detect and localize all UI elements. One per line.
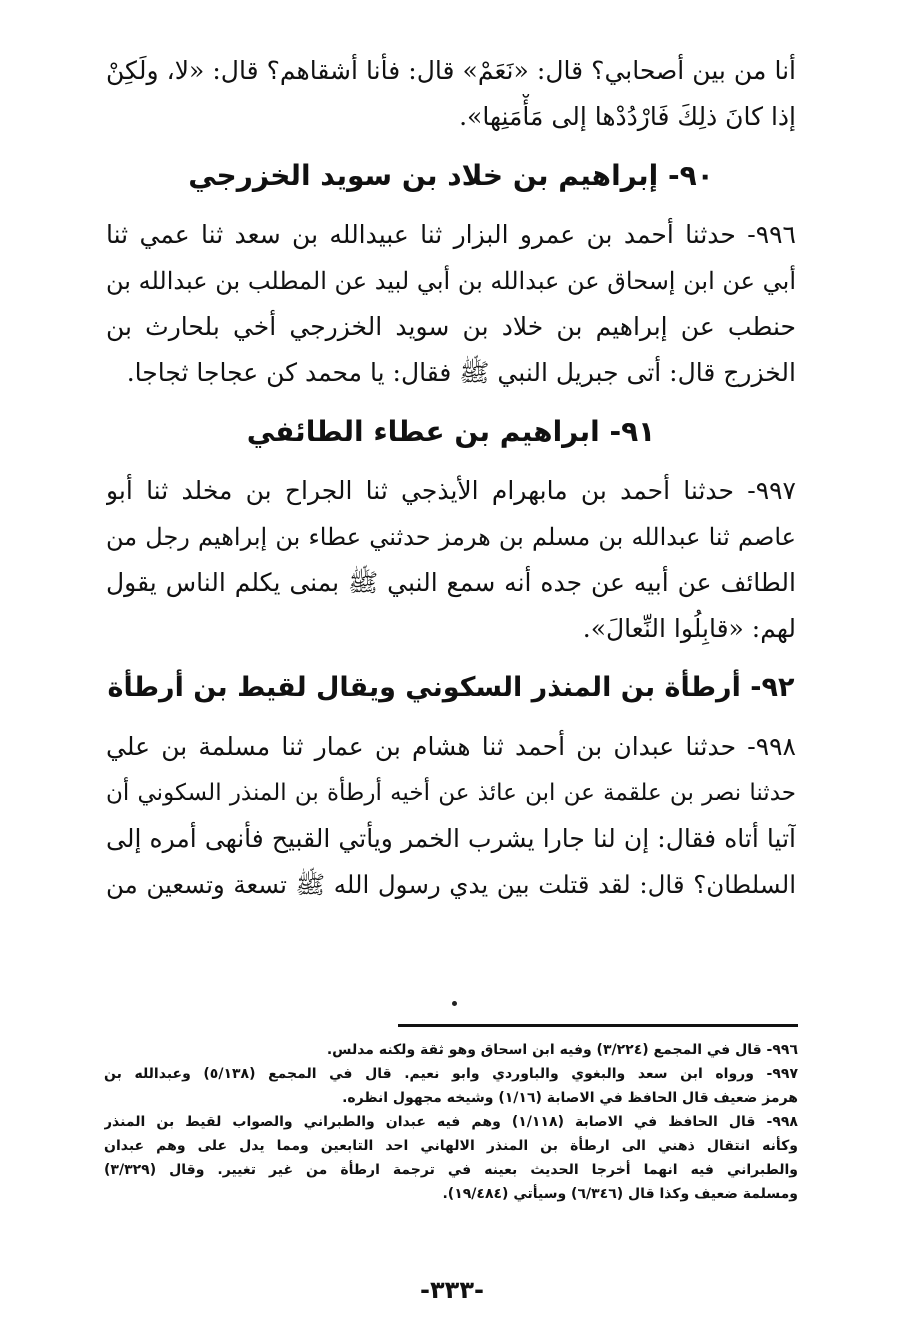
section-heading: ٩٠- إبراهيم بن خلاد بن سويد الخزرجي (188, 159, 714, 192)
main-text (106, 48, 796, 908)
text-line: آتيا أتاه فقال: إن لنا جارا يشرب الخمر ويأتي القبيح فأنهى أمره إلى (106, 824, 796, 853)
text-line: حدثنا نصر بن علقمة عن ابن عائذ عن أخيه أرطأة بن المنذر السكوني أن (106, 780, 796, 806)
text-line: ٩٩٦- حدثنا أحمد بن عمرو البزار ثنا عبيدالله بن سعد ثنا عمي ثنا (106, 220, 796, 249)
footnote-separator (398, 1024, 798, 1027)
text-line: الطائف عن أبيه عن جده أنه سمع النبي ﷺ بمنى يكلم الناس يقول (106, 568, 796, 597)
footnote-line: ٩٩٨- قال الحافظ في الاصابة (١/١١٨) وهم فيه عبدان والطبراني والصواب لقيط بن المنذر (104, 1114, 798, 1130)
text-line: الخزرج قال: أتى جبريل النبي ﷺ فقال: يا محمد كن عجاجا ثجاجا. (126, 358, 796, 387)
text-line: أنا من بين أصحابي؟ قال: «نَعَمْ» قال: فأنا أشقاهم؟ قال: «لا، ولَكِنْ (106, 56, 796, 85)
page-number: -٣٣٣- (420, 1276, 484, 1304)
section-heading: ٩١- ابراهيم بن عطاء الطائفي (246, 415, 656, 448)
text-line: عاصم ثنا عبدالله بن مسلم بن هرمز حدثني عطاء بن إبراهيم رجل من (106, 523, 796, 551)
text-line: حنطب عن إبراهيم بن خلاد بن سويد الخزرجي أخي بلحارث بن (106, 312, 796, 341)
footnote-line: وكأنه انتقال ذهني الى ارطأة بن المنذر الالهاني احد التابعين ومما يدل على وهم عبدان (104, 1138, 798, 1154)
footnotes (104, 1038, 798, 1206)
text-line: أبي عن ابن إسحاق عن عبدالله بن أبي لبيد عن المطلب بن عبدالله بن (106, 267, 796, 295)
text-line: السلطان؟ قال: لقد قتلت بين يدي رسول الله ﷺ تسعة وتسعين من (106, 870, 796, 899)
text-line: ٩٩٨- حدثنا عبدان بن أحمد ثنا هشام بن عمار ثنا مسلمة بن علي (106, 732, 796, 761)
text-line: إذا كانَ ذلِكَ فَارْدُدْها إلى مَأْمَنِها». (459, 102, 796, 131)
footnote-line: والطبراني فيه انهما أخرجا الحديث بعينه في ترجمة ارطأة من غير تغيير. وقال (٣/٣٢٩) (104, 1162, 798, 1178)
dot-mark (452, 1001, 457, 1006)
footnote-line: هرمز ضعيف قال الحافظ في الاصابة (١/١٦) وشيخه مجهول انظره. (342, 1090, 798, 1106)
footnote-line: ٩٩٦- قال في المجمع (٣/٢٢٤) وفيه ابن اسحاق وهو ثقة ولكنه مدلس. (326, 1042, 798, 1058)
footnote-line: ٩٩٧- ورواه ابن سعد والبغوي والباوردي وابو نعيم. قال في المجمع (٥/١٣٨) وعبدالله بن (104, 1066, 798, 1082)
footnote-line: ومسلمة ضعيف وكذا قال (٦/٣٤٦) وسيأتي (١٩/٤٨٤). (442, 1186, 798, 1202)
section-heading: ٩٢- أرطأة بن المنذر السكوني ويقال لقيط بن أرطأة (107, 672, 795, 703)
text-line: لهم: «قابِلُوا النِّعالَ». (582, 614, 796, 643)
text-line: ٩٩٧- حدثنا أحمد بن مابهرام الأيذجي ثنا الجراح بن مخلد ثنا أبو (106, 476, 796, 505)
